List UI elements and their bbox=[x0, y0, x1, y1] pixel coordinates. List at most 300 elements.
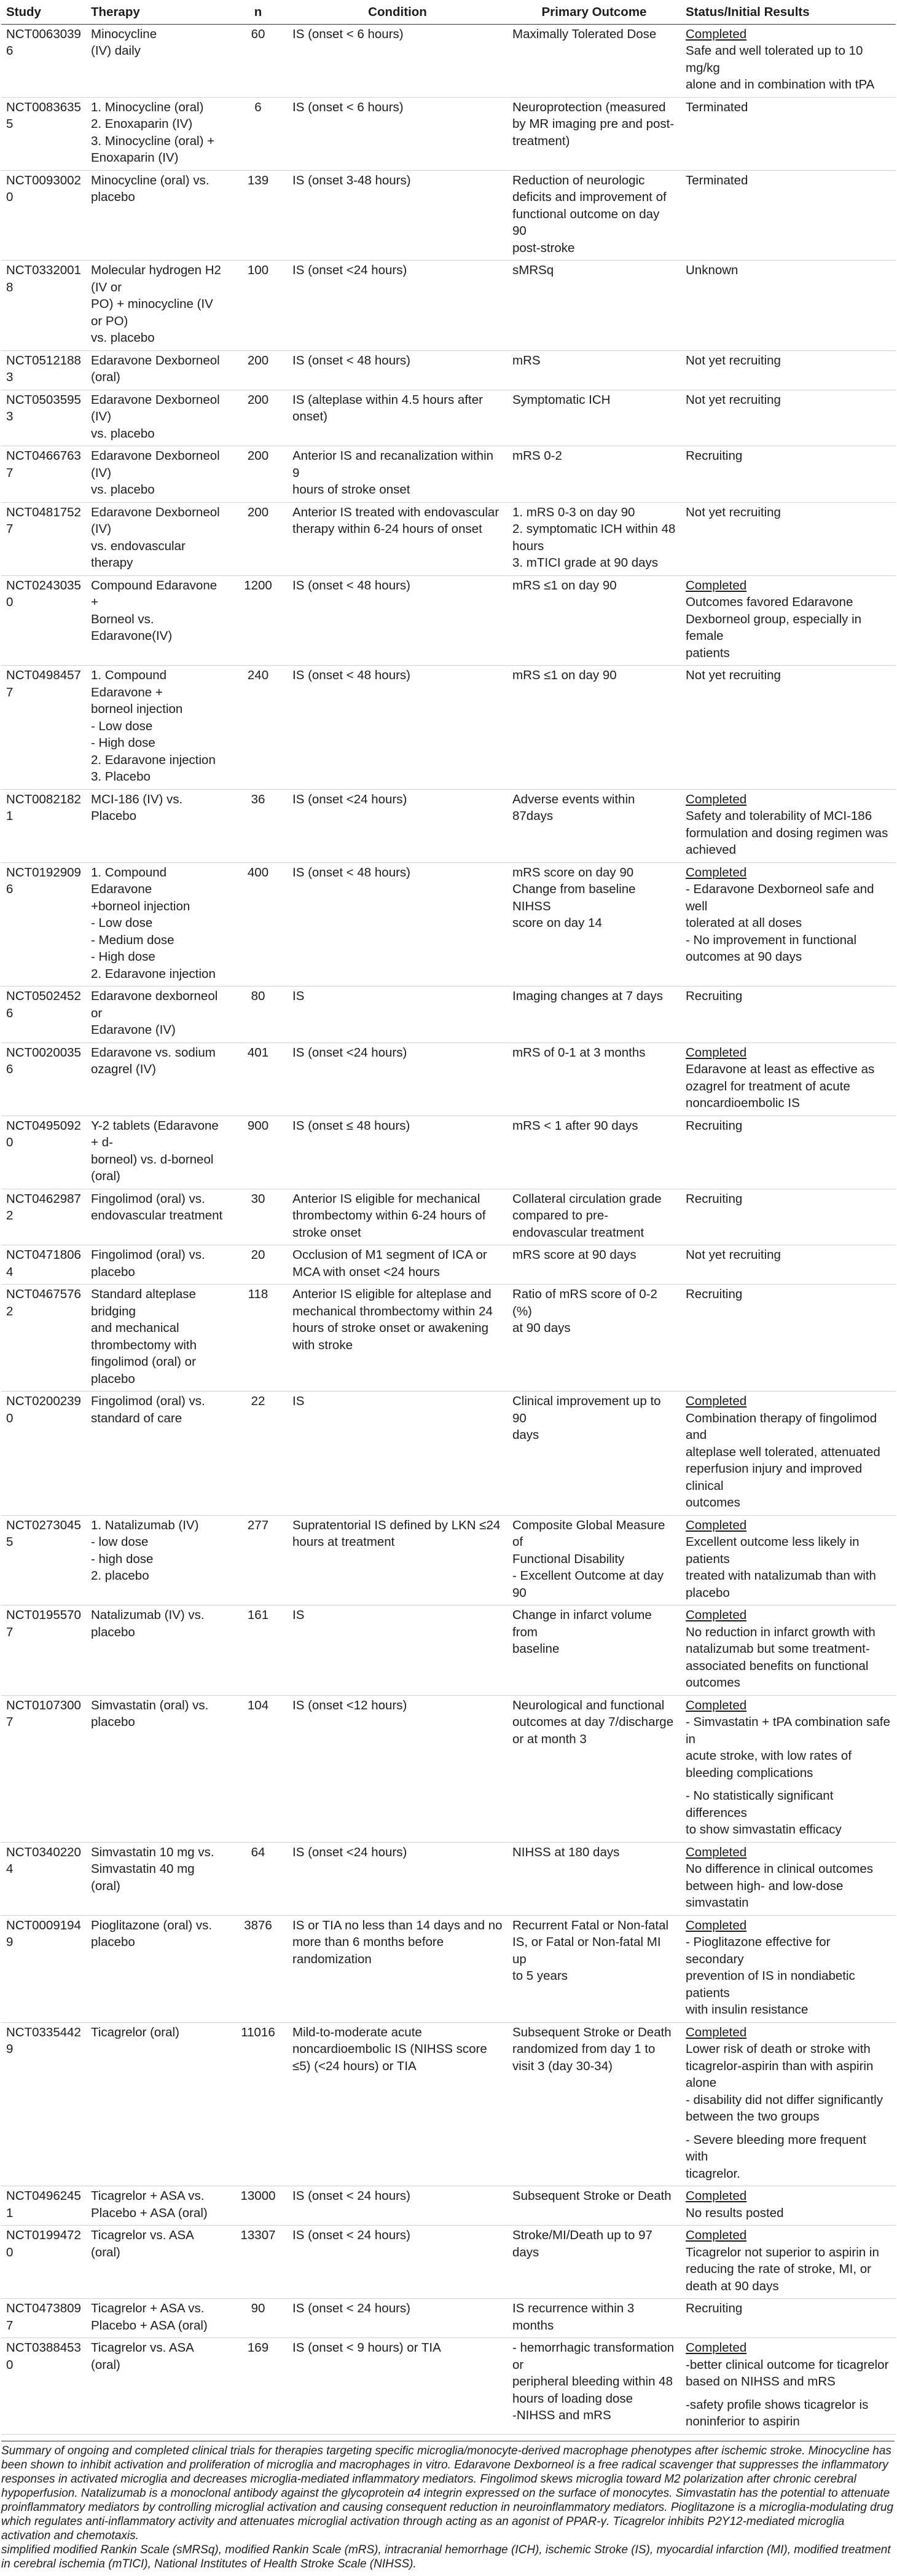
table-row bbox=[1, 261, 896, 351]
status-line: Not yet recruiting bbox=[686, 505, 781, 519]
study-id-cell: NCT04718064 bbox=[1, 1245, 86, 1285]
clinical-trials-table bbox=[1, 0, 896, 2435]
study-id-cell: NCT04667637 bbox=[1, 446, 86, 503]
study-id-cell: NCT02430350 bbox=[1, 575, 86, 666]
condition-cell bbox=[288, 2338, 507, 2435]
condition-line: therapy within 6-24 hours of onset bbox=[292, 522, 482, 536]
study-id-cell: NCT05121883 bbox=[1, 350, 86, 390]
study-id-cell: NCT00821821 bbox=[1, 789, 86, 862]
primary-outcome-cell bbox=[507, 1042, 681, 1116]
therapy-line: vs. endovascular therapy bbox=[91, 538, 186, 570]
status-line: formulation and dosing regimen was bbox=[686, 825, 888, 840]
condition-line: hours of stroke onset or awakening bbox=[292, 1321, 489, 1335]
status-line: alteplase well tolerated, attenuated bbox=[686, 1444, 880, 1459]
outcome-line: Maximally Tolerated Dose bbox=[512, 26, 657, 41]
therapy-cell bbox=[86, 1116, 229, 1189]
sample-size-cell: 169 bbox=[229, 2338, 288, 2435]
primary-outcome-cell bbox=[507, 2226, 681, 2299]
study-id-cell: NCT01994720 bbox=[1, 2226, 86, 2299]
condition-line: randomization bbox=[292, 1952, 372, 1966]
condition-line: IS (onset <24 hours) bbox=[292, 263, 407, 277]
outcome-line: Change from baseline NIHSS bbox=[512, 882, 636, 913]
outcome-line: - Excellent Outcome at day bbox=[512, 1569, 664, 1583]
status-line: Recruiting bbox=[686, 1287, 743, 1301]
status-line: Not yet recruiting bbox=[686, 1248, 781, 1262]
outcome-line: IS recurrence within 3 months bbox=[512, 2301, 635, 2333]
status-line: associated benefits on functional bbox=[686, 1658, 869, 1673]
study-id-cell: NCT05035953 bbox=[1, 390, 86, 446]
condition-cell bbox=[288, 2226, 507, 2299]
primary-outcome-cell bbox=[507, 789, 681, 862]
status-line: Terminated bbox=[686, 173, 748, 187]
study-id-cell: NCT02730455 bbox=[1, 1515, 86, 1605]
status-label: Completed bbox=[686, 1698, 747, 1712]
condition-cell bbox=[288, 390, 507, 446]
status-line: reducing the rate of stroke, MI, or bbox=[686, 2262, 871, 2276]
study-id-cell: NCT00630396 bbox=[1, 24, 86, 97]
outcome-line: to 5 years bbox=[512, 1969, 568, 1983]
therapy-line: Compound Edaravone + bbox=[91, 578, 217, 609]
outcome-line: score on day 14 bbox=[512, 916, 602, 930]
primary-outcome-cell bbox=[507, 350, 681, 390]
outcome-line: Neuroprotection (measured bbox=[512, 100, 666, 114]
therapy-line: (IV) daily bbox=[91, 44, 141, 58]
outcome-line: NIHSS at 180 days bbox=[512, 1845, 620, 1859]
outcome-line: outcomes at day 7/discharge bbox=[512, 1715, 674, 1729]
status-line: Outcomes favored Edaravone bbox=[686, 595, 853, 609]
primary-outcome-cell bbox=[507, 261, 681, 351]
status-line: natalizumab but some treatment- bbox=[686, 1642, 870, 1656]
status-cell bbox=[681, 1042, 896, 1116]
condition-line: IS (alteplase within 4.5 hours after bbox=[292, 392, 483, 407]
status-cell bbox=[681, 2338, 896, 2435]
status-line: No results posted bbox=[686, 2205, 784, 2220]
study-id-cell: NCT04738097 bbox=[1, 2299, 86, 2338]
caption-summary: Summary of ongoing and completed clinical trials for therapies targeting specific microglia/monocyte-derived macrophage phenotypes after ischemic stroke. Minocycline has been shown to inhibit activation and proliferation of microglia and macrophages in vitro. Edaravone Dexborneol is a free radical scavenger that suppresses the inflammatory responses in activated microglia and decreases microglia-mediated inflammatory mediators. Fingolimod skews microglia toward M2 polarization after chronic cerebral hypoperfusion. Natalizumab is a monoclonal antibody against the glycoprotein α4 integrin expressed on the surface of monocytes. Simvastatin has the potential to attenuate proinflammatory mediators by controlling microglial activation and causing consequent reduction in neuroinflammatory mediators. Pioglitazone is a microglia-modulating drug which regulates anti-inflammatory activity and attenuates microglial activation through acting as an agonist of PPAR-γ. Ticagrelor inhibits P2Y12-mediated microglia activation and chemotaxis. bbox=[1, 2444, 894, 2542]
status-label: Completed bbox=[686, 865, 747, 880]
therapy-line: Ticagrelor + ASA vs. bbox=[91, 2189, 205, 2203]
therapy-line: 1. Natalizumab (IV) bbox=[91, 1518, 199, 1532]
therapy-line: - Medium dose bbox=[91, 932, 174, 947]
condition-cell bbox=[288, 2299, 507, 2338]
condition-line: IS (onset < 6 hours) bbox=[292, 26, 404, 41]
therapy-line: Placebo + ASA (oral) bbox=[91, 2205, 208, 2220]
status-label: Completed bbox=[686, 2025, 747, 2039]
status-line: to show simvastatin efficacy bbox=[686, 1822, 842, 1837]
therapy-line: Borneol vs. Edaravone(IV) bbox=[91, 612, 173, 643]
status-line: ticagrelor-aspirin than with aspirin alone bbox=[686, 2058, 874, 2090]
status-line: treated with natalizumab than with bbox=[686, 1569, 876, 1583]
therapy-line: +borneol injection bbox=[91, 899, 190, 913]
status-cell bbox=[681, 170, 896, 261]
status-cell bbox=[681, 1915, 896, 2022]
therapy-line: Edaravone (IV) bbox=[91, 1023, 176, 1037]
therapy-cell bbox=[86, 390, 229, 446]
sample-size-cell: 401 bbox=[229, 1042, 288, 1116]
therapy-cell bbox=[86, 446, 229, 503]
outcome-line: visit 3 (day 30-34) bbox=[512, 2058, 613, 2073]
status-line: based on NIHSS and mRS bbox=[686, 2374, 836, 2389]
header-n: n bbox=[229, 0, 288, 24]
primary-outcome-cell bbox=[507, 1842, 681, 1915]
therapy-line: Fingolimod (oral) vs. placebo bbox=[91, 1248, 205, 1279]
status-line: - No statistically significant differences bbox=[686, 1789, 834, 1820]
condition-line: IS (onset < 6 hours) bbox=[292, 100, 404, 114]
primary-outcome-cell bbox=[507, 2022, 681, 2186]
therapy-line: standard of care bbox=[91, 1411, 182, 1425]
sample-size-cell: 80 bbox=[229, 987, 288, 1043]
status-cell bbox=[681, 1695, 896, 1842]
therapy-cell bbox=[86, 1042, 229, 1116]
condition-line: Anterior IS treated with endovascular bbox=[292, 505, 499, 519]
therapy-cell bbox=[86, 97, 229, 170]
condition-cell bbox=[288, 1042, 507, 1116]
therapy-line: 1. Minocycline (oral) bbox=[91, 100, 204, 114]
status-line: outcomes bbox=[686, 1495, 740, 1510]
outcome-line: days bbox=[512, 2245, 539, 2259]
condition-line: IS (onset < 48 hours) bbox=[292, 865, 411, 880]
study-id-cell: NCT02002390 bbox=[1, 1392, 86, 1516]
status-line: ozagrel for treatment of acute bbox=[686, 1079, 850, 1093]
primary-outcome-cell bbox=[507, 2299, 681, 2338]
outcome-line: hours bbox=[512, 538, 544, 553]
status-line: - Edaravone Dexborneol safe and well bbox=[686, 882, 874, 913]
sample-size-cell: 200 bbox=[229, 446, 288, 503]
primary-outcome-cell bbox=[507, 1116, 681, 1189]
condition-cell bbox=[288, 1605, 507, 1696]
outcome-line: Adverse events within 87days bbox=[512, 792, 635, 823]
therapy-line: Minocycline (oral) vs. bbox=[91, 173, 210, 187]
outcome-line: 3. mTICI grade at 90 days bbox=[512, 556, 659, 570]
status-cell bbox=[681, 1116, 896, 1189]
outcome-line: Ratio of mRS score of 0-2 (%) bbox=[512, 1287, 657, 1318]
sample-size-cell: 400 bbox=[229, 862, 288, 987]
status-line: - Simvastatin + tPA combination safe in bbox=[686, 1715, 890, 1746]
primary-outcome-cell bbox=[507, 2186, 681, 2226]
outcome-line: peripheral bleeding within 48 bbox=[512, 2374, 673, 2389]
table-row bbox=[1, 1392, 896, 1516]
therapy-line: - Low dose bbox=[91, 916, 153, 930]
status-label: Completed bbox=[686, 578, 747, 593]
outcome-line: Subsequent Stroke or Death bbox=[512, 2189, 672, 2203]
condition-line: IS (onset < 24 hours) bbox=[292, 2301, 411, 2315]
therapy-line: - High dose bbox=[91, 950, 155, 964]
condition-cell bbox=[288, 1245, 507, 1285]
condition-cell bbox=[288, 446, 507, 503]
table-row bbox=[1, 1605, 896, 1696]
status-line: noninferior to aspirin bbox=[686, 2414, 800, 2428]
therapy-line: Placebo + ASA (oral) bbox=[91, 2318, 208, 2333]
primary-outcome-cell bbox=[507, 170, 681, 261]
outcome-line: Composite Global Measure of bbox=[512, 1518, 665, 1549]
status-cell bbox=[681, 1392, 896, 1516]
outcome-line: Reduction of neurologic bbox=[512, 173, 645, 187]
study-id-cell: NCT00200356 bbox=[1, 1042, 86, 1116]
status-line: Combination therapy of fingolimod and bbox=[686, 1411, 877, 1442]
therapy-line: 2. placebo bbox=[91, 1569, 149, 1583]
status-line: achieved bbox=[686, 843, 737, 857]
table-row bbox=[1, 502, 896, 575]
study-id-cell: NCT04817527 bbox=[1, 502, 86, 575]
condition-line: Mild-to-moderate acute bbox=[292, 2025, 422, 2039]
primary-outcome-cell bbox=[507, 390, 681, 446]
therapy-cell bbox=[86, 2299, 229, 2338]
therapy-line: - Low dose bbox=[91, 719, 153, 733]
therapy-line: Pioglitazone (oral) vs. bbox=[91, 1918, 213, 1932]
table-row bbox=[1, 2338, 896, 2435]
sample-size-cell: 6 bbox=[229, 97, 288, 170]
therapy-line: - high dose bbox=[91, 1551, 154, 1566]
table-row bbox=[1, 2226, 896, 2299]
therapy-line: Edaravone vs. sodium bbox=[91, 1045, 216, 1060]
primary-outcome-cell bbox=[507, 502, 681, 575]
status-line: simvastatin bbox=[686, 1896, 749, 1910]
primary-outcome-cell bbox=[507, 1605, 681, 1696]
table-caption bbox=[1, 2441, 895, 2571]
status-line: Recruiting bbox=[686, 2301, 743, 2315]
therapy-line: Fingolimod (oral) vs. bbox=[91, 1394, 205, 1408]
condition-line: IS (onset < 24 hours) bbox=[292, 2228, 411, 2242]
status-cell bbox=[681, 2022, 896, 2186]
status-line: between high- and low-dose bbox=[686, 1878, 844, 1893]
status-line: Excellent outcome less likely in patients bbox=[686, 1535, 860, 1566]
status-line: prevention of IS in nondiabetic patients bbox=[686, 1969, 855, 2000]
condition-cell bbox=[288, 862, 507, 987]
outcome-line: at 90 days bbox=[512, 1321, 571, 1335]
condition-line: onset) bbox=[292, 409, 327, 423]
condition-line: IS (onset <24 hours) bbox=[292, 792, 407, 806]
outcome-line: Collateral circulation grade bbox=[512, 1191, 662, 1206]
status-cell bbox=[681, 1245, 896, 1285]
condition-line: IS (onset <24 hours) bbox=[292, 1845, 407, 1859]
therapy-cell bbox=[86, 1915, 229, 2022]
outcome-line: Imaging changes at 7 days bbox=[512, 989, 664, 1003]
header-status: Status/Initial Results bbox=[681, 0, 896, 24]
therapy-line: Fingolimod (oral) vs. bbox=[91, 1191, 205, 1206]
status-label: Completed bbox=[686, 1394, 747, 1408]
table-row bbox=[1, 2299, 896, 2338]
study-id-cell: NCT01929096 bbox=[1, 862, 86, 987]
status-line: acute stroke, with low rates of bbox=[686, 1749, 852, 1763]
sample-size-cell: 36 bbox=[229, 789, 288, 862]
therapy-cell bbox=[86, 502, 229, 575]
header-primary-outcome: Primary Outcome bbox=[507, 0, 681, 24]
status-cell bbox=[681, 350, 896, 390]
study-id-cell: NCT03402204 bbox=[1, 1842, 86, 1915]
outcome-line: days bbox=[512, 1428, 539, 1442]
status-label: Completed bbox=[686, 792, 747, 806]
sample-size-cell: 200 bbox=[229, 350, 288, 390]
outcome-line: endovascular treatment bbox=[512, 1225, 644, 1240]
outcome-line: by MR imaging pre and post- bbox=[512, 117, 675, 131]
outcome-line: -NIHSS and mRS bbox=[512, 2408, 611, 2422]
outcome-line: or bbox=[512, 2357, 524, 2372]
therapy-cell bbox=[86, 2338, 229, 2435]
therapy-line: thrombectomy with bbox=[91, 1337, 197, 1352]
study-id-cell: NCT01955707 bbox=[1, 1605, 86, 1696]
therapy-cell bbox=[86, 2186, 229, 2226]
status-line: Safe and well tolerated up to 10 mg/kg bbox=[686, 44, 863, 75]
status-cell bbox=[681, 2299, 896, 2338]
sample-size-cell: 277 bbox=[229, 1515, 288, 1605]
outcome-line: Subsequent Stroke or Death bbox=[512, 2025, 672, 2039]
status-line: Dexborneol group, especially in female bbox=[686, 612, 862, 643]
study-id-cell: NCT00091949 bbox=[1, 1915, 86, 2022]
caption-abbreviations: simplified modified Rankin Scale (sMRSq), modified Rankin Scale (mRS), intracranial hemorrhage (ICH), ischemic Stroke (IS), myocardial infarction (MI), modified treatment in cerebral ischemia (mTICI), National Institutes of Health Stroke Scale (NIHSS). bbox=[1, 2543, 891, 2570]
outcome-line: post-stroke bbox=[512, 240, 575, 255]
condition-line: Anterior IS eligible for mechanical bbox=[292, 1191, 480, 1206]
sample-size-cell: 60 bbox=[229, 24, 288, 97]
table-row bbox=[1, 666, 896, 790]
sample-size-cell: 20 bbox=[229, 1245, 288, 1285]
condition-line: Occlusion of M1 segment of ICA or bbox=[292, 1248, 487, 1262]
table-row bbox=[1, 1695, 896, 1842]
therapy-cell bbox=[86, 789, 229, 862]
status-cell bbox=[681, 1842, 896, 1915]
status-cell bbox=[681, 575, 896, 666]
therapy-cell bbox=[86, 1605, 229, 1696]
status-line: Ticagrelor not superior to aspirin in bbox=[686, 2245, 879, 2259]
status-line: Terminated bbox=[686, 100, 748, 114]
status-label: Completed bbox=[686, 1608, 747, 1622]
outcome-line: Stroke/MI/Death up to 97 bbox=[512, 2228, 652, 2242]
therapy-line: - low dose bbox=[91, 1535, 149, 1549]
status-line: tolerated at all doses bbox=[686, 916, 802, 930]
therapy-line: Edaravone Dexborneol (IV) bbox=[91, 392, 220, 423]
status-line: noncardioembolic IS bbox=[686, 1096, 800, 1110]
therapy-cell bbox=[86, 2226, 229, 2299]
condition-line: Supratentorial IS defined by LKN ≤24 bbox=[292, 1518, 501, 1532]
status-line: Recruiting bbox=[686, 1191, 743, 1206]
outcome-line: 2. symptomatic ICH within 48 bbox=[512, 522, 676, 536]
table-row bbox=[1, 575, 896, 666]
condition-cell bbox=[288, 502, 507, 575]
table-row bbox=[1, 2022, 896, 2186]
status-label: Completed bbox=[686, 2228, 747, 2242]
condition-cell bbox=[288, 1842, 507, 1915]
therapy-cell bbox=[86, 2022, 229, 2186]
table-row bbox=[1, 1842, 896, 1915]
study-id-cell: NCT03884530 bbox=[1, 2338, 86, 2435]
outcome-line: compared to pre- bbox=[512, 1208, 609, 1223]
therapy-line: Edaravone Dexborneol (oral) bbox=[91, 353, 220, 384]
condition-line: IS bbox=[292, 989, 305, 1003]
primary-outcome-cell bbox=[507, 1392, 681, 1516]
table-row bbox=[1, 1515, 896, 1605]
therapy-line: Ticagrelor (oral) bbox=[91, 2025, 179, 2039]
study-id-cell: NCT00930020 bbox=[1, 170, 86, 261]
table-row bbox=[1, 1915, 896, 2022]
therapy-line: Ticagrelor + ASA vs. bbox=[91, 2301, 205, 2315]
primary-outcome-cell bbox=[507, 1915, 681, 2022]
study-id-cell: NCT04962451 bbox=[1, 2186, 86, 2226]
status-line: bleeding complications bbox=[686, 1765, 813, 1780]
condition-line: with stroke bbox=[292, 1337, 353, 1352]
status-label: Completed bbox=[686, 2189, 747, 2203]
condition-line: hours of stroke onset bbox=[292, 483, 410, 497]
therapy-line: and mechanical bbox=[91, 1321, 179, 1335]
status-line: - Pioglitazone effective for secondary bbox=[686, 1935, 831, 1966]
therapy-line: Ticagrelor vs. ASA (oral) bbox=[91, 2228, 194, 2259]
outcome-line: IS, or Fatal or Non-fatal MI up bbox=[512, 1935, 661, 1966]
study-id-cell: NCT00836355 bbox=[1, 97, 86, 170]
status-cell bbox=[681, 446, 896, 503]
sample-size-cell: 30 bbox=[229, 1189, 288, 1245]
primary-outcome-cell bbox=[507, 1245, 681, 1285]
outcome-line: baseline bbox=[512, 1642, 560, 1656]
status-line: No reduction in infarct growth with bbox=[686, 1625, 875, 1639]
condition-line: stroke onset bbox=[292, 1225, 361, 1240]
table-header-row bbox=[1, 0, 896, 24]
sample-size-cell: 104 bbox=[229, 1695, 288, 1842]
sample-size-cell: 118 bbox=[229, 1285, 288, 1392]
outcome-line: Recurrent Fatal or Non-fatal bbox=[512, 1918, 669, 1932]
condition-cell bbox=[288, 575, 507, 666]
table-row bbox=[1, 390, 896, 446]
header-therapy: Therapy bbox=[86, 0, 229, 24]
outcome-line: Clinical improvement up to 90 bbox=[512, 1394, 661, 1425]
therapy-line: 3. Minocycline (oral) + bbox=[91, 133, 215, 148]
study-id-cell: NCT03354429 bbox=[1, 2022, 86, 2186]
study-id-cell: NCT04950920 bbox=[1, 1116, 86, 1189]
condition-line: IS (onset < 48 hours) bbox=[292, 668, 411, 682]
table-row bbox=[1, 446, 896, 503]
table-row bbox=[1, 789, 896, 862]
table-row bbox=[1, 24, 896, 97]
therapy-cell bbox=[86, 987, 229, 1043]
therapy-line: Edaravone Dexborneol (IV) bbox=[91, 505, 220, 536]
condition-line: IS (onset <12 hours) bbox=[292, 1698, 407, 1712]
status-label: Completed bbox=[686, 1518, 747, 1532]
outcome-line: mRS of 0-1 at 3 months bbox=[512, 1045, 646, 1060]
therapy-line: vs. placebo bbox=[91, 483, 155, 497]
therapy-cell bbox=[86, 1245, 229, 1285]
outcome-line: treatment) bbox=[512, 133, 570, 148]
status-label: Completed bbox=[686, 1045, 747, 1060]
therapy-line: vs. placebo bbox=[91, 331, 155, 345]
therapy-cell bbox=[86, 575, 229, 666]
status-line: - Severe bleeding more frequent with bbox=[686, 2132, 867, 2164]
status-cell bbox=[681, 1285, 896, 1392]
condition-cell bbox=[288, 170, 507, 261]
therapy-line: 3. Placebo bbox=[91, 770, 151, 784]
therapy-line: 2. Edaravone injection bbox=[91, 752, 216, 767]
study-id-cell: NCT04675762 bbox=[1, 1285, 86, 1392]
therapy-cell bbox=[86, 1842, 229, 1915]
condition-line: IS bbox=[292, 1394, 305, 1408]
condition-cell bbox=[288, 1285, 507, 1392]
condition-line: mechanical thrombectomy within 24 bbox=[292, 1304, 493, 1318]
status-line: Lower risk of death or stroke with bbox=[686, 2042, 871, 2056]
therapy-cell bbox=[86, 1189, 229, 1245]
therapy-cell bbox=[86, 1285, 229, 1392]
condition-line: Anterior IS eligible for alteplase and bbox=[292, 1287, 492, 1301]
status-line: outcomes bbox=[686, 1676, 740, 1690]
therapy-line: Edaravone dexborneol or bbox=[91, 989, 218, 1020]
therapy-line: Simvastatin 10 mg vs. bbox=[91, 1845, 214, 1859]
condition-cell bbox=[288, 1392, 507, 1516]
therapy-cell bbox=[86, 170, 229, 261]
condition-line: IS (onset < 9 hours) or TIA bbox=[292, 2341, 441, 2355]
outcome-line: or at month 3 bbox=[512, 1731, 587, 1746]
status-label: Completed bbox=[686, 26, 747, 41]
sample-size-cell: 161 bbox=[229, 1605, 288, 1696]
therapy-line: Ticagrelor vs. ASA (oral) bbox=[91, 2341, 194, 2372]
therapy-line: 1. Compound Edaravone + bbox=[91, 668, 167, 699]
table-row bbox=[1, 862, 896, 987]
status-cell bbox=[681, 789, 896, 862]
therapy-line: Enoxaparin (IV) bbox=[91, 151, 179, 165]
